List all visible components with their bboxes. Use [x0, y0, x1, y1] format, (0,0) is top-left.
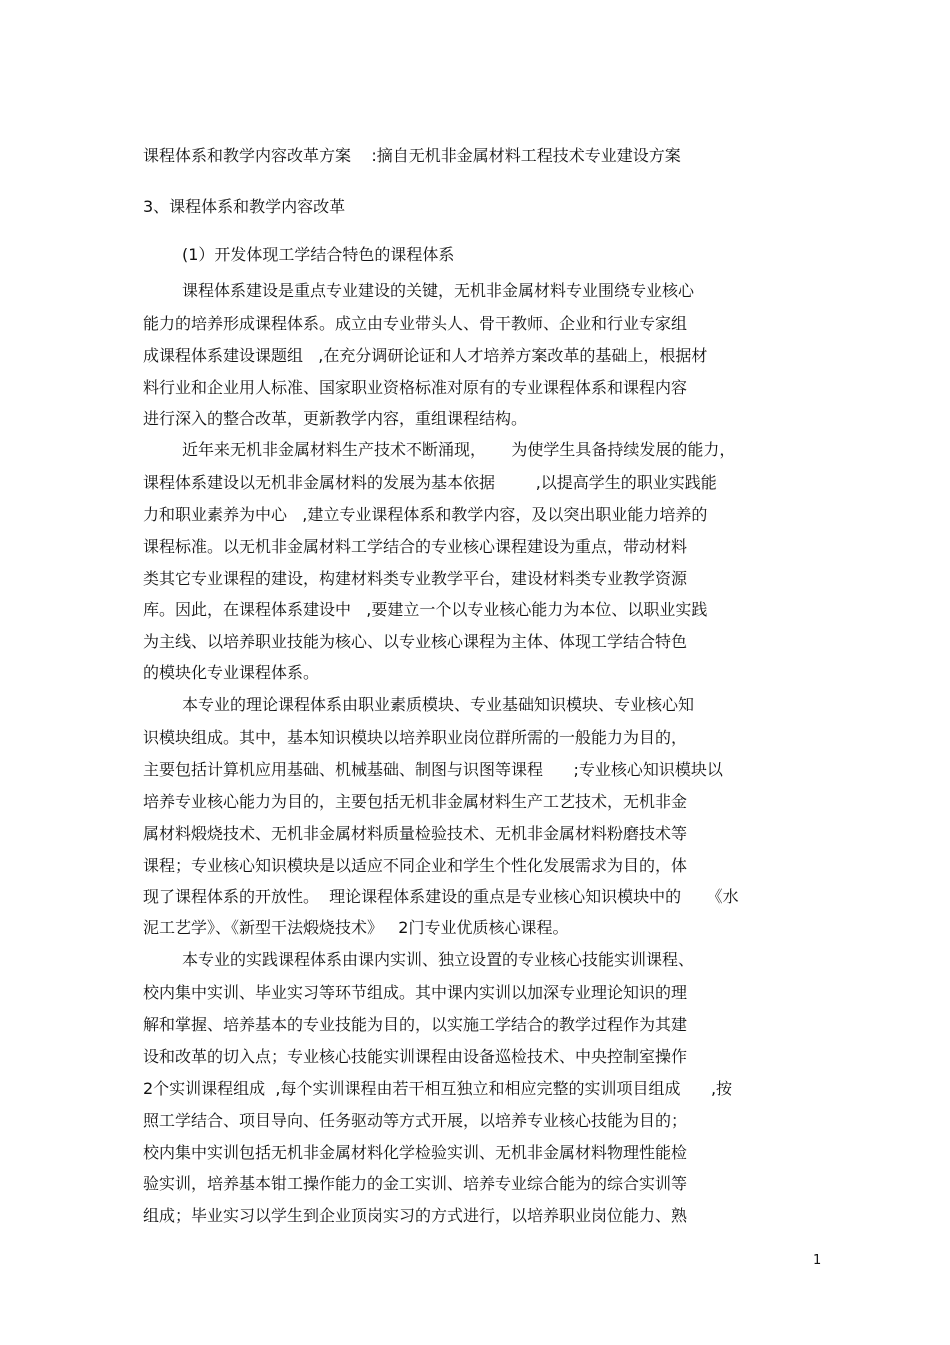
paragraph-2-line-3: 力和职业素养为中心 ,建立专业课程体系和教学内容，及以突出职业能力培养的	[143, 505, 708, 524]
paragraph-1-line-2: 能力的培养形成课程体系。成立由专业带头人、骨干教师、企业和行业专家组	[143, 314, 688, 333]
paragraph-4-line-7: 校内集中实训包括无机非金属材料化学检验实训、无机非金属材料物理性能检	[143, 1143, 688, 1162]
paragraph-4-line-6: 照工学结合、项目导向、任务驱动等方式开展，以培养专业核心技能为目的；	[143, 1111, 688, 1130]
paragraph-1-line-3: 成课程体系建设课题组 ,在充分调研论证和人才培养方案改革的基础上，根据材	[143, 346, 708, 365]
paragraph-4-line-1: 本专业的实践课程体系由课内实训、独立设置的专业核心技能实训课程、	[182, 950, 695, 969]
paragraph-3-line-3: 主要包括计算机应用基础、机械基础、制图与识图等课程 ;专业核心知识模块以	[143, 760, 723, 779]
paragraph-4-line-5: 2个实训课程组成 ,每个实训课程由若干相互独立和相应完整的实训项目组成 ,按	[143, 1079, 733, 1098]
paragraph-2-line-5: 类其它专业课程的建设，构建材料类专业教学平台，建设材料类专业教学资源	[143, 569, 688, 588]
paragraph-3-line-6: 课程；专业核心知识模块是以适应不同企业和学生个性化发展需求为目的，体	[143, 856, 688, 875]
paragraph-2-line-1: 近年来无机非金属材料生产技术不断涌现， 为使学生具备持续发展的能力，	[182, 440, 736, 459]
paragraph-2-line-6: 库。因此，在课程体系建设中 ,要建立一个以专业核心能力为本位、以职业实践	[143, 600, 708, 619]
paragraph-1-line-1: 课程体系建设是重点专业建设的关键，无机非金属材料专业围绕专业核心	[182, 281, 695, 300]
paragraph-4-line-2: 校内集中实训、毕业实习等环节组成。其中课内实训以加深专业理论知识的理	[143, 983, 688, 1002]
paragraph-2-line-4: 课程标准。以无机非金属材料工学结合的专业核心课程建设为重点，带动材料	[143, 537, 688, 556]
paragraph-2-line-7: 为主线、以培养职业技能为核心、以专业核心课程为主体、体现工学结合特色	[143, 632, 688, 651]
paragraph-3-line-2: 识模块组成。其中，基本知识模块以培养职业岗位群所需的一般能力为目的，	[143, 728, 688, 747]
paragraph-4-line-3: 解和掌握、培养基本的专业技能为目的，以实施工学结合的教学过程作为其建	[143, 1015, 688, 1034]
paragraph-3-line-5: 属材料煅烧技术、无机非金属材料质量检验技术、无机非金属材料粉磨技术等	[143, 824, 688, 843]
paragraph-4-line-4: 设和改革的切入点；专业核心技能实训课程由设备巡检技术、中央控制室操作	[143, 1047, 688, 1066]
page-number: 1	[813, 1253, 822, 1268]
paragraph-3-line-1: 本专业的理论课程体系由职业素质模块、专业基础知识模块、专业核心知	[182, 695, 695, 714]
subsection-heading: (1）开发体现工学结合特色的课程体系	[182, 245, 455, 264]
section-heading: 3、课程体系和教学内容改革	[143, 197, 346, 216]
paragraph-2-line-2: 课程体系建设以无机非金属材料的发展为基本依据 ,以提高学生的职业实践能	[143, 473, 717, 492]
paragraph-1-line-4: 料行业和企业用人标准、国家职业资格标准对原有的专业课程体系和课程内容	[143, 378, 688, 397]
paragraph-4-line-9: 组成；毕业实习以学生到企业顶岗实习的方式进行，以培养职业岗位能力、熟	[143, 1206, 688, 1225]
paragraph-4-line-8: 验实训，培养基本钳工操作能力的金工实训、培养专业综合能为的综合实训等	[143, 1174, 688, 1193]
paragraph-1-line-5: 进行深入的整合改革，更新教学内容，重组课程结构。	[143, 409, 528, 428]
document-title: 课程体系和教学内容改革方案 :摘自无机非金属材料工程技术专业建设方案	[143, 146, 681, 165]
paragraph-3-line-4: 培养专业核心能力为目的，主要包括无机非金属材料生产工艺技术，无机非金	[143, 792, 688, 811]
paragraph-3-line-8: 泥工艺学》、《新型干法煅烧技术》 2门专业优质核心课程。	[143, 918, 569, 937]
paragraph-2-line-8: 的模块化专业课程体系。	[143, 663, 320, 682]
paragraph-3-line-7: 现了课程体系的开放性。 理论课程体系建设的重点是专业核心知识模块中的 《水	[143, 887, 739, 906]
